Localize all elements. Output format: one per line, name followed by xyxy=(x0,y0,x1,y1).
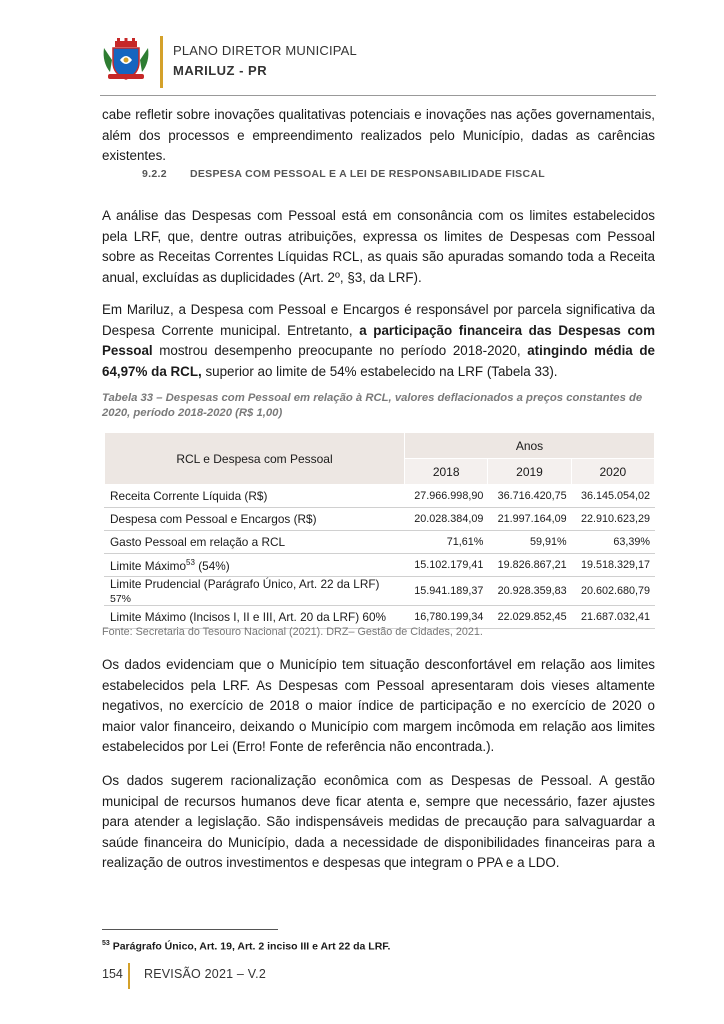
cell-2019: 22.029.852,45 xyxy=(488,606,571,629)
document-title: PLANO DIRETOR MUNICIPAL xyxy=(173,43,357,58)
footnote-divider xyxy=(102,929,278,930)
table-row: Despesa com Pessoal e Encargos (R$) 20.028.384,09 21.997.164,09 22.910.623,29 xyxy=(105,508,655,531)
revision-label: REVISÃO 2021 – V.2 xyxy=(144,967,266,981)
table-header-anos: Anos xyxy=(405,433,655,459)
cell-2020: 22.910.623,29 xyxy=(571,508,654,531)
cell-2018: 16,780.199,34 xyxy=(405,606,488,629)
cell-2020: 21.687.032,41 xyxy=(571,606,654,629)
table-header-year: 2019 xyxy=(488,459,571,485)
cell-2019: 19.826.867,21 xyxy=(488,554,571,577)
table-header-year: 2020 xyxy=(571,459,654,485)
table-row: Receita Corrente Líquida (R$) 27.966.998,90 36.716.420,75 36.145.054,02 xyxy=(105,485,655,508)
table-header-main: RCL e Despesa com Pessoal xyxy=(105,433,405,485)
section-heading xyxy=(142,168,545,180)
table-caption: Tabela 33 – Despesas com Pessoal em relação à RCL, valores deflacionados a preços constantes de 2020, período 2018-2020 (R$ 1,00) xyxy=(102,392,643,419)
table-row: Gasto Pessoal em relação a RCL 71,61% 59,91% 63,39% xyxy=(105,531,655,554)
paragraph-intro: cabe refletir sobre inovações qualitativas potenciais e inovações nas ações governamentais, além dos processos e empreendimento realizados pelo Município, dadas as carências existentes. xyxy=(102,107,655,163)
header-accent-bar xyxy=(160,36,163,88)
section-title: DESPESA COM PESSOAL E A LEI DE RESPONSABILIDADE FISCAL xyxy=(190,168,545,180)
coat-of-arms-icon xyxy=(100,38,152,82)
cell-2019: 59,91% xyxy=(488,531,571,554)
table-row: Limite Máximo$^{53}$ (54%) 15.102.179,41 19.826.867,21 19.518.329,17 xyxy=(105,554,655,577)
footer-accent-bar xyxy=(128,963,130,989)
cell-2018: 15.941.189,37 xyxy=(405,577,488,606)
paragraph-analysis: Os dados evidenciam que o Município tem situação desconfortável em relação aos limites estabelecidos pela LRF. As Despesas com Pessoal apresentaram dois vieses altamente negativos, no exercício de 2018 o maior índice de participação e no exercício de 2020 o maior valor financeiro, deixando o Município com margem incômoda em relação aos limites estabelecidos por Lei (Erro! Fonte de referência não encontrada.). xyxy=(102,657,655,754)
cell-2019: 20.928.359,83 xyxy=(488,577,571,606)
footnote xyxy=(102,940,390,953)
cell-2020: 63,39% xyxy=(571,531,654,554)
cell-2020: 20.602.680,79 xyxy=(571,577,654,606)
emphasis-media: atingindo média de 64,97% da RCL, xyxy=(102,343,655,379)
cell-2019: 21.997.164,09 xyxy=(488,508,571,531)
footnote-text: Parágrafo Único, Art. 19, Art. 2 inciso III e Art 22 da LRF. xyxy=(109,940,391,953)
municipality-name: MARILUZ - PR xyxy=(173,63,268,78)
page-header xyxy=(100,36,656,96)
cell-2018: 15.102.179,41 xyxy=(405,554,488,577)
paragraph-lrf: A análise das Despesas com Pessoal está em consonância com os limites estabelecidos pela LRF, que, dentre outras atribuições, expressa os limites de Despesas com Pessoal sobre as Receitas Correntes Líquidas RCL, as quais são apuradas somando toda a Receita anual, excluídas as duplicidades (Art. 2º, §3, da LRF). xyxy=(102,208,655,285)
cell-2018: 71,61% xyxy=(405,531,488,554)
cell-2020: 19.518.329,17 xyxy=(571,554,654,577)
cell-2019: 36.716.420,75 xyxy=(488,485,571,508)
header-divider xyxy=(100,95,656,96)
footnote-number: 53 xyxy=(102,940,110,947)
footnote-ref[interactable]: 53 xyxy=(186,557,195,567)
table-row: Limite Prudencial (Parágrafo Único, Art. 22 da LRF) 57% 15.941.189,37 20.928.359,83 20.602.680,79 xyxy=(105,577,655,606)
cell-2020: 36.145.054,02 xyxy=(571,485,654,508)
emphasis-participacao: a participação financeira das Despesas com Pessoal xyxy=(102,322,655,358)
paragraph-recommendation: Os dados sugerem racionalização econômica com as Despesas de Pessoal. A gestão municipal de recursos humanos deve ficar atenta e, sempre que necessário, fazer ajustes para atender a legislação. São indispensáveis medidas de precaução para salvaguardar a saúde financeira do Município, dada a necessidade de disponibilidades financeiras para a realização de outros investimentos e despesas que integram o PPA e a LDO. xyxy=(102,773,655,870)
table-row: Limite Máximo (Incisos I, II e III, Art. 20 da LRF) 60% 16,780.199,34 22.029.852,45 21.687.032,41 xyxy=(105,606,655,629)
table-source: Fonte: Secretaria do Tesouro Nacional (2021). DRZ– Gestão de Cidades, 2021. xyxy=(102,626,483,638)
cell-2018: 20.028.384,09 xyxy=(405,508,488,531)
page-number: 154 xyxy=(102,967,123,981)
paragraph-mariluz: Em Mariluz, a Despesa com Pessoal e Encargos é responsável por parcela significativa da Despesa Corrente municipal. Entretanto, a participação financeira das Despesas com Pessoal mostrou desempenho preocupante no período 2018-2020, atingindo média de 64,97% da RCL, superior ao limite de 54% estabelecido na LRF (Tabela 33). xyxy=(102,302,655,379)
expense-table xyxy=(104,432,655,629)
section-number: 9.2.2 xyxy=(142,168,167,180)
table-header-year: 2018 xyxy=(405,459,488,485)
cell-2018: 27.966.998,90 xyxy=(405,485,488,508)
